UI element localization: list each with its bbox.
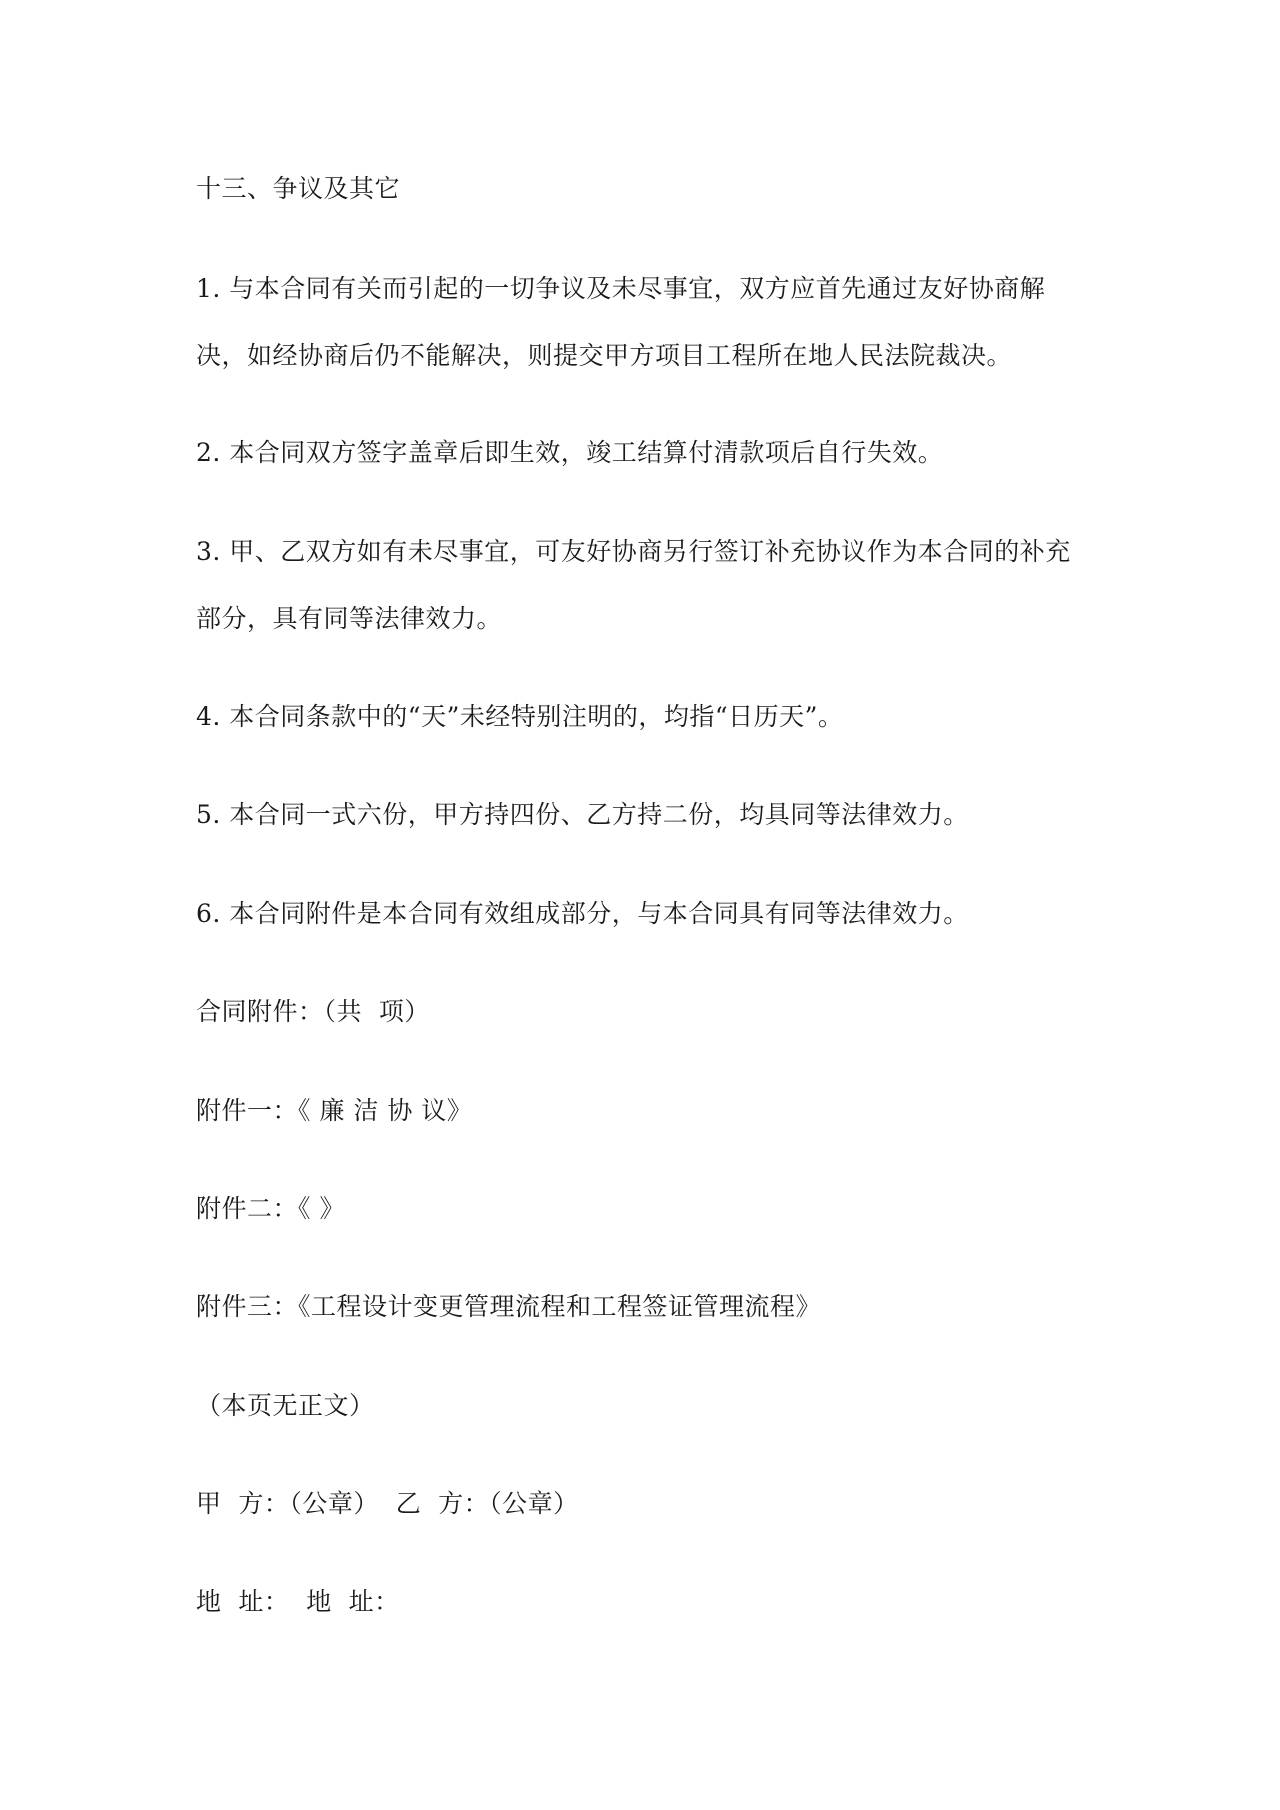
clause-1-line-1: 1. 与本合同有关而引起的一切争议及未尽事宜，双方应首先通过友好协商解 (196, 274, 1046, 303)
clause-2: 2. 本合同双方签字盖章后即生效，竣工结算付清款项后自行失效。 (196, 438, 944, 467)
address-line: 地 址： 地 址： (196, 1587, 400, 1616)
no-text-note: （本页无正文） (196, 1391, 375, 1420)
clause-6: 6. 本合同附件是本合同有效组成部分，与本合同具有同等法律效力。 (196, 899, 969, 928)
attachment-1: 附件一：《 廉 洁 协 议》 (196, 1096, 473, 1125)
attachments-heading: 合同附件：（共 项） (196, 997, 430, 1026)
attachment-3: 附件三：《工程设计变更管理流程和工程签证管理流程》 (196, 1292, 822, 1321)
clause-4: 4. 本合同条款中的“天”未经特别注明的，均指“日历天”。 (196, 702, 844, 731)
clause-1-line-2: 决，如经协商后仍不能解决，则提交甲方项目工程所在地人民法院裁决。 (196, 341, 1013, 370)
clause-5: 5. 本合同一式六份，甲方持四份、乙方持二份，均具同等法律效力。 (196, 800, 969, 829)
parties-line: 甲 方：（公章） 乙 方：（公章） (196, 1489, 579, 1518)
clause-3-line-1: 3. 甲、乙双方如有未尽事宜，可友好协商另行签订补充协议作为本合同的补充 (196, 537, 1071, 566)
section-heading: 十三、争议及其它 (196, 174, 401, 203)
attachment-2: 附件二：《 》 (196, 1194, 345, 1223)
clause-3-line-2: 部分，具有同等法律效力。 (196, 604, 503, 633)
